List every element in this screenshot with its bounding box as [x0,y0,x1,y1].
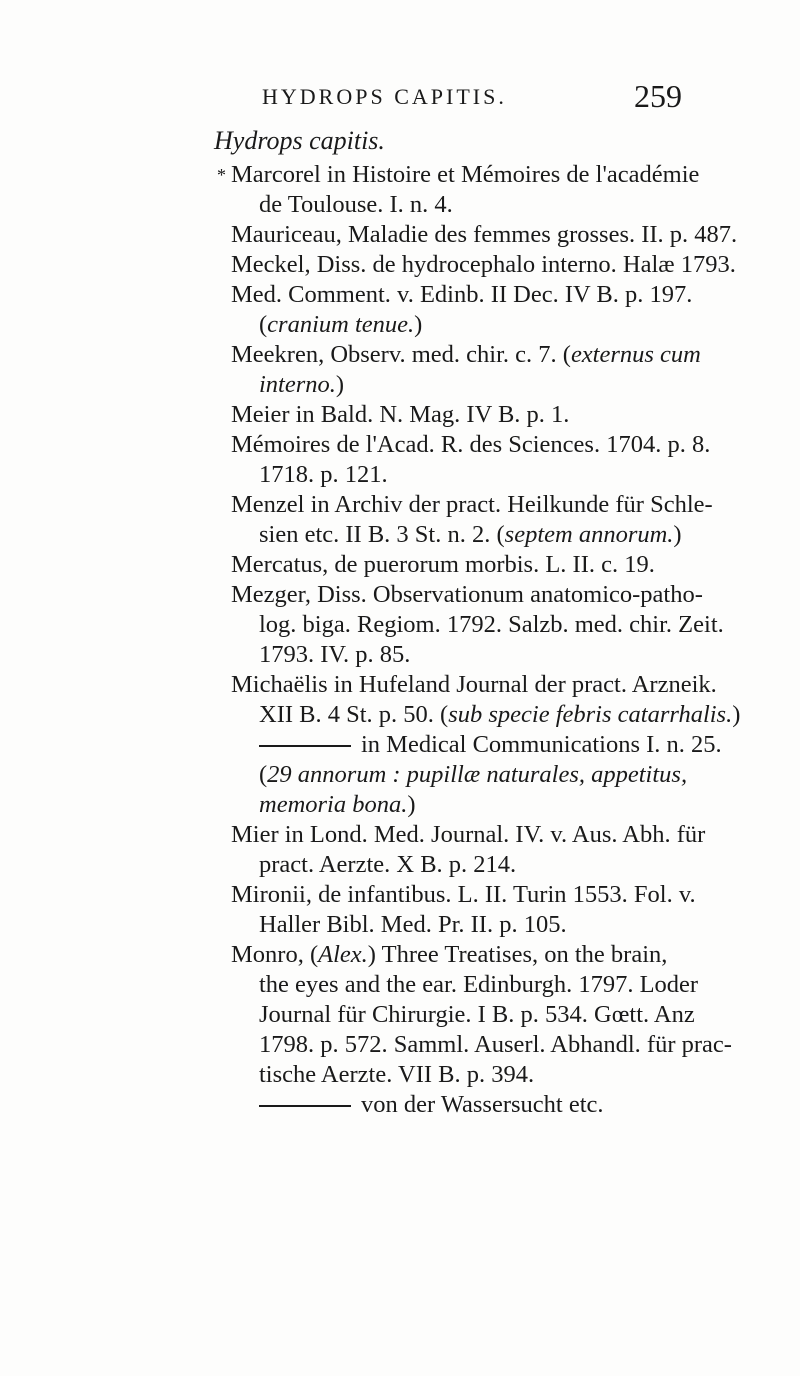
entry-line: Menzel in Archiv der pract. Heilkunde für Schle- [231,491,713,518]
ditto-dash [259,1105,351,1107]
bibliography-list [217,160,751,1120]
entry-line: Monro, (Alex.) Three Treatises, on the brain, [231,941,668,968]
entry-line: Med. Comment. v. Edinb. II Dec. IV B. p. 197. [231,281,693,308]
entry-line: von der Wassersucht etc. [231,1090,751,1120]
entry-line: Michaëlis in Hufeland Journal der pract. Arzneik. [231,671,717,698]
entry-line: Meckel, Diss. de hydrocephalo interno. Halæ 1793. [231,251,736,278]
entry-line: 1718. p. 121. [259,461,388,488]
entry-line: Journal für Chirurgie. I B. p. 534. Gœtt. Anz [259,1001,695,1028]
running-title: HYDROPS CAPITIS. [262,84,507,109]
entry-marker: * [217,165,226,185]
entry-line: Mier in Lond. Med. Journal. IV. v. Aus. Abh. für [231,821,706,848]
entry-line: (29 annorum : pupillæ naturales, appetitus, [259,761,688,788]
entry-line: Haller Bibl. Med. Pr. II. p. 105. [259,911,567,938]
entry-line: Meier in Bald. N. Mag. IV B. p. 1. [231,401,570,428]
entry-line: sien etc. II B. 3 St. n. 2. (septem annorum.) [259,521,682,548]
entry-line: * Marcorel in Histoire et Mémoires de l'académie [217,161,700,188]
entry-line: in Medical Communications I. n. 25. [231,730,751,760]
entry-line: 1798. p. 572. Samml. Auserl. Abhandl. für prac- [259,1031,732,1058]
entry-line: XII B. 4 St. p. 50. (sub specie febris catarrhalis.) [259,701,741,728]
section-title: Hydrops capitis. [214,126,385,155]
entry-line: Mezger, Diss. Observationum anatomico-patho- [231,581,703,608]
entry-line: the eyes and the ear. Edinburgh. 1797. Loder [259,971,699,998]
entry-line: Mémoires de l'Acad. R. des Sciences. 1704. p. 8. [231,431,711,458]
page-number: 259 [634,78,682,114]
entry-line: Meekren, Observ. med. chir. c. 7. (externus cum [231,341,701,368]
entry-line: (cranium tenue.) [259,311,423,338]
ditto-dash [259,745,351,747]
entry-line: memoria bona.) [259,791,416,818]
entry-line: Mercatus, de puerorum morbis. L. II. c. 19. [231,551,655,578]
entry-line: 1793. IV. p. 85. [259,641,411,668]
entry-line: tische Aerzte. VII B. p. 394. [259,1061,535,1088]
running-head [262,78,682,118]
entry-line: interno.) [259,371,345,398]
entry-line: pract. Aerzte. X B. p. 214. [259,851,517,878]
entry-line: Mironii, de infantibus. L. II. Turin 1553. Fol. v. [231,881,696,908]
entry-line: de Toulouse. I. n. 4. [259,191,453,218]
entry-line: log. biga. Regiom. 1792. Salzb. med. chir. Zeit. [259,611,724,638]
entry-line: Mauriceau, Maladie des femmes grosses. II. p. 487. [231,221,738,248]
